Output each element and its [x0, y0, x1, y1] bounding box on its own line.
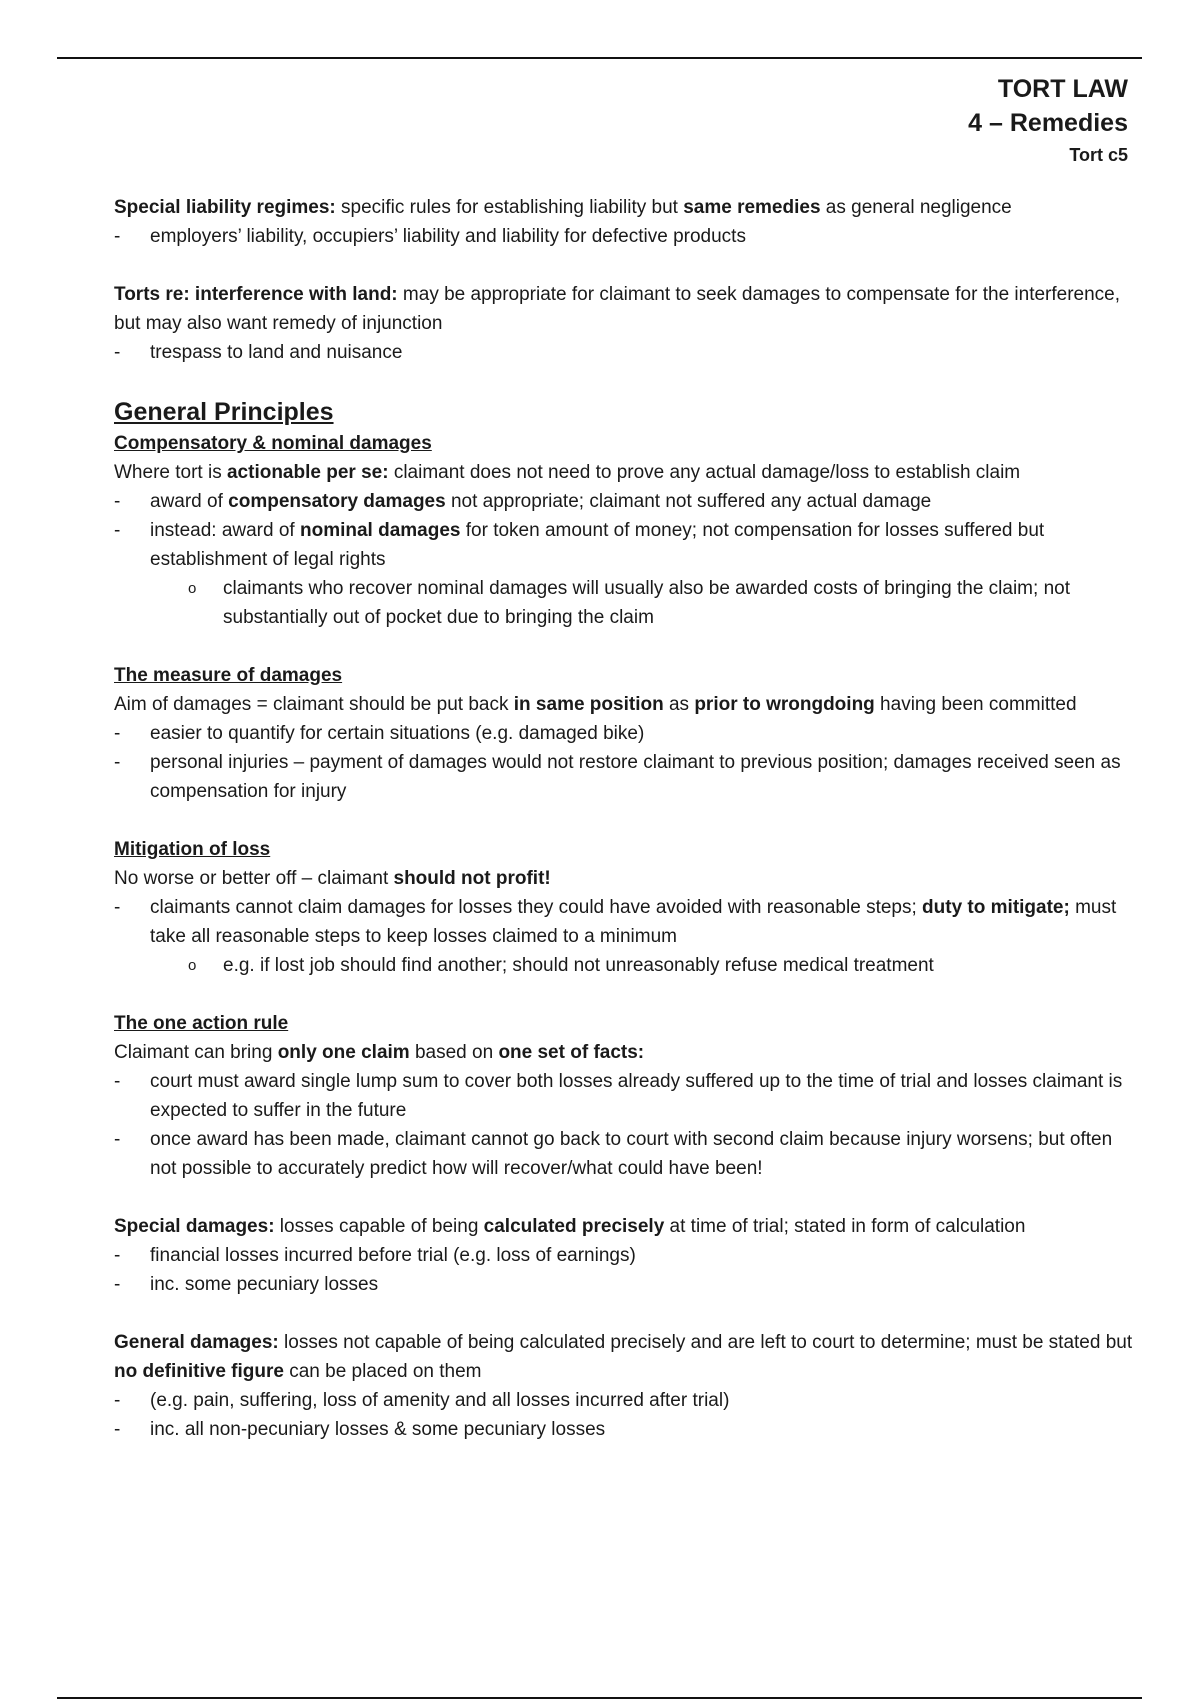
text: losses capable of being — [274, 1216, 484, 1237]
section-title-general-principles: General Principles — [114, 398, 334, 426]
text: at time of trial; stated in form of calculation — [664, 1216, 1026, 1237]
special-damages-list — [114, 1241, 1134, 1299]
term: in same position — [513, 694, 664, 715]
term: actionable per se: — [226, 462, 389, 483]
land-paragraph — [114, 280, 1134, 338]
document-body — [114, 193, 1134, 1444]
measure-list — [114, 719, 1134, 806]
text: as general negligence — [820, 197, 1012, 218]
sub-list-item: o claimants who recover nominal damages will usually also be awarded costs of bringing the claim; not substantially out of pocket due to bringing the claim — [114, 574, 1134, 632]
term: no definitive figure — [114, 1361, 284, 1382]
term: General damages: — [114, 1332, 279, 1353]
list-item: - once award has been made, claimant cannot go back to court with second claim because injury worsens; but often not possible to accurately predict how will recover/what could have been! — [114, 1125, 1134, 1183]
term: Special damages: — [114, 1216, 275, 1237]
text: can be placed on them — [283, 1361, 482, 1382]
term: Torts re: interference with land: — [114, 284, 398, 305]
header-title: TORT LAW — [997, 75, 1128, 103]
text: instead: award of — [150, 520, 300, 541]
text: having been committed — [874, 694, 1077, 715]
text: may be appropriate for claimant to seek damages to compensate for the interference, but may also want remedy of injunction — [114, 284, 1121, 334]
term: one set of facts: — [498, 1042, 645, 1063]
list-item: - employers’ liability, occupiers’ liability and liability for defective products — [114, 222, 1134, 251]
subheading-mitigation: Mitigation of loss — [114, 839, 271, 860]
sub-list-item: o e.g. if lost job should find another; should not unreasonably refuse medical treatment — [114, 951, 1134, 980]
text: not appropriate; claimant not suffered any actual damage — [445, 491, 932, 512]
compensatory-list — [114, 487, 1134, 574]
list-item: - easier to quantify for certain situations (e.g. damaged bike) — [114, 719, 1134, 748]
top-rule — [57, 57, 1142, 59]
one-action-paragraph — [114, 1038, 1134, 1067]
list-item: - inc. all non-pecuniary losses & some pecuniary losses — [114, 1415, 1134, 1444]
text: must take all reasonable steps to keep losses claimed to a minimum — [150, 897, 1117, 947]
list-item: - court must award single lump sum to cover both losses already suffered up to the time of trial and losses claimant is expected to suffer in the future — [114, 1067, 1134, 1125]
text: Aim of damages = claimant should be put back — [114, 694, 514, 715]
one-action-list — [114, 1067, 1134, 1183]
header-reference: Tort c5 — [1069, 145, 1128, 165]
subheading-compensatory: Compensatory & nominal damages — [114, 433, 432, 454]
measure-paragraph — [114, 690, 1134, 719]
mitigation-list — [114, 893, 1134, 951]
term: duty to mitigate; — [922, 897, 1070, 918]
document-header — [968, 72, 1128, 170]
land-list — [114, 338, 1134, 367]
text: claimants cannot claim damages for losses they could have avoided with reasonable steps; — [150, 897, 923, 918]
text: Claimant can bring — [114, 1042, 278, 1063]
term: nominal damages — [299, 520, 461, 541]
bottom-rule — [57, 1697, 1142, 1699]
list-item: - (e.g. pain, suffering, loss of amenity and all losses incurred after trial) — [114, 1386, 1134, 1415]
term: prior to wrongdoing — [694, 694, 875, 715]
text: Where tort is — [114, 462, 227, 483]
header-subtitle: 4 – Remedies — [968, 109, 1128, 137]
general-damages-paragraph — [114, 1328, 1134, 1386]
list-item — [114, 487, 1134, 516]
text: for token amount of money; not compensation for losses suffered but establishment of legal rights — [150, 520, 1045, 570]
text: as — [663, 694, 695, 715]
special-regimes-list — [114, 222, 1134, 251]
list-item — [114, 516, 1134, 574]
general-damages-list — [114, 1386, 1134, 1444]
term: calculated precisely — [483, 1216, 665, 1237]
term: Special liability regimes: — [114, 197, 336, 218]
list-item: - financial losses incurred before trial (e.g. loss of earnings) — [114, 1241, 1134, 1270]
list-item: - personal injuries – payment of damages would not restore claimant to previous position; damages received seen as compensation for injury — [114, 748, 1134, 806]
list-item — [114, 893, 1134, 951]
special-regimes-paragraph — [114, 193, 1134, 222]
text: claimant does not need to prove any actual damage/loss to establish claim — [388, 462, 1021, 483]
term: should not profit! — [393, 868, 551, 889]
compensatory-paragraph — [114, 458, 1134, 487]
term: only one claim — [277, 1042, 410, 1063]
term: same remedies — [683, 197, 821, 218]
mitigation-sublist — [114, 951, 1134, 980]
text: No worse or better off – claimant — [114, 868, 394, 889]
subheading-measure: The measure of damages — [114, 665, 343, 686]
subheading-one-action-rule: The one action rule — [114, 1013, 289, 1034]
list-item: - trespass to land and nuisance — [114, 338, 1134, 367]
text: specific rules for establishing liability but — [335, 197, 684, 218]
text: losses not capable of being calculated precisely and are left to court to determine; must be stated but — [278, 1332, 1133, 1353]
text: based on — [409, 1042, 499, 1063]
compensatory-sublist — [114, 574, 1134, 632]
list-item: - inc. some pecuniary losses — [114, 1270, 1134, 1299]
mitigation-paragraph — [114, 864, 1134, 893]
text: award of — [150, 491, 229, 512]
special-damages-paragraph — [114, 1212, 1134, 1241]
term: compensatory damages — [228, 491, 446, 512]
